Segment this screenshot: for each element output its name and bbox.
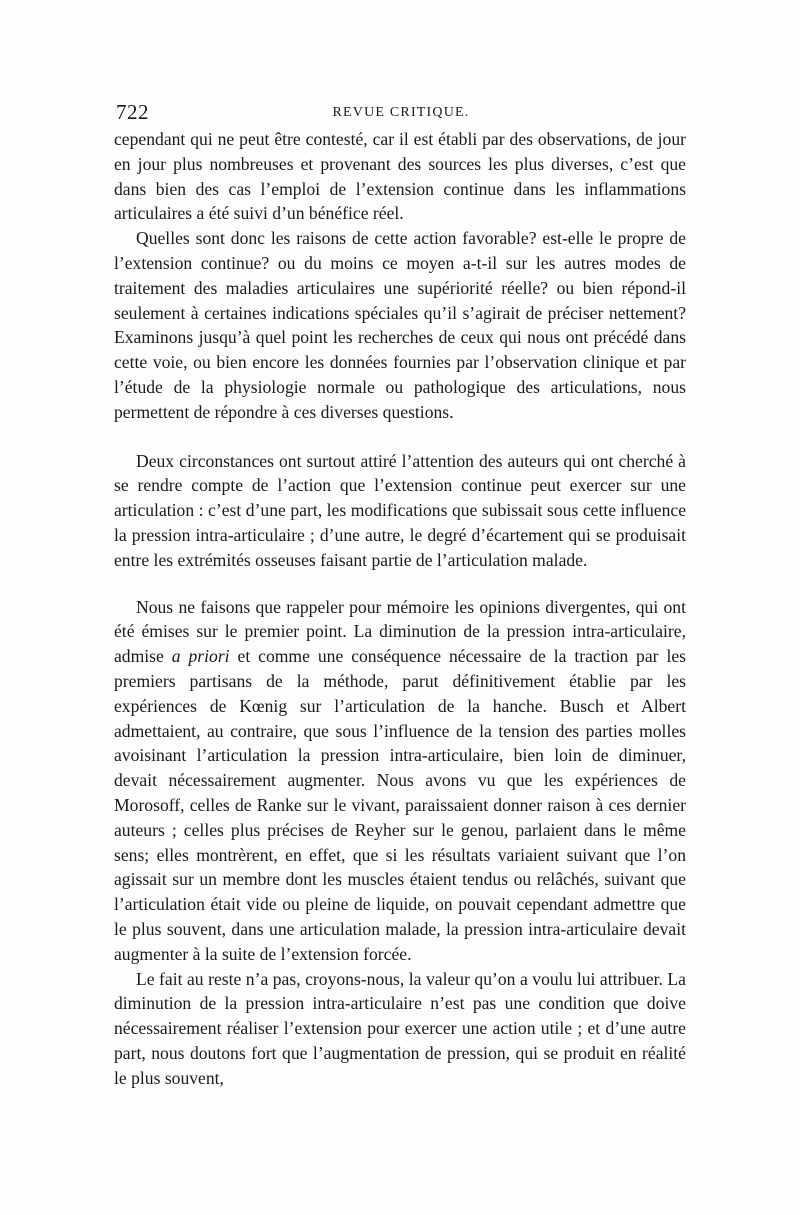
page-number: 722 [116, 100, 149, 124]
body-text [114, 127, 686, 1090]
italic-a-priori: a priori [171, 646, 230, 667]
paragraph-pressure-opinions [114, 595, 686, 967]
paragraph-continuation: cependant qui ne peut être contesté, car il est établi par des observations, de jour en jour plus nombreuses et provenant des sources les plus diverses, c’est que dans bien des cas l’emploi de l’extension continue dans les inflammations articulaires a été suivi d’un bénéfice réel. [114, 129, 686, 224]
page-header [116, 100, 686, 130]
paragraph-questions: Quelles sont donc les raisons de cette action favorable? est-elle le propre de l’extension continue? ou du moins ce moyen a-t-il sur les autres modes de traitement des maladies articulaires une supériorité réelle? ou bien répond-il seulement à certaines indications spéciales qu’il s’agirait de préciser nettement? Examinons jusqu’à quel point les recherches de ceux qui nous ont précédé dans cette voie, ou bien encore les données fournies par l’observation clinique et par l’étude de la physiologie normale ou pathologique des articulations, nous permettent de répondre à ces diverses questions. [114, 228, 686, 422]
paragraph-pressure-text-before: Nous ne faisons que rappeler pour mémoire les opinions divergentes, qui ont été émises sur le premier point. La diminution de la pression intra-articulaire, admise [114, 596, 686, 667]
paragraph-circumstances: Deux circonstances ont surtout attiré l’attention des auteurs qui ont cherché à se rendre compte de l’action que l’extension continue peut exercer sur une articulation : c’est d’une part, les modifications que subissait sous cette influence la pression intra-articulaire ; d’une autre, le degré d’écartement qui se produisait entre les extrémités osseuses faisant partie de l’articulation malade. [114, 450, 686, 570]
paragraph-conclusion: Le fait au reste n’a pas, croyons-nous, la valeur qu’on a voulu lui attribuer. La diminution de la pression intra-articulaire n’est pas une condition que doive nécessairement réaliser l’extension pour exercer une action utile ; et d’une autre part, nous doutons fort que l’augmentation de pression, qui se produit en réalité le plus souvent, [114, 968, 686, 1088]
running-title: REVUE CRITIQUE. [332, 105, 470, 120]
paragraph-pressure-text-after: et comme une conséquence nécessaire de la traction par les premiers partisans de la méthode, parut définitivement établie par les expériences de Kœnig sur l’articulation de la hanche. Busch et Albert admettaient, au contraire, que sous l’influence de la tension des parties molles avoisinant l’articulation la pression intra-articulaire, bien loin de diminuer, devait nécessairement augmenter. Nous avons vu que les expériences de Morosoff, celles de Ranke sur le vivant, paraissaient donner raison à ces dernier auteurs ; celles plus précises de Reyher sur le genou, parlaient dans le même sens; elles montrèrent, en effet, que si les résultats variaient suivant que l’on agissait sur un membre dont les muscles étaient tendus ou relâchés, suivant que l’articulation était vide ou pleine de liquide, on pouvait cependant admettre que le plus souvent, dans une articulation malade, la pression intra-articulaire devait augmenter à la suite de l’extension forcée. [114, 646, 687, 964]
